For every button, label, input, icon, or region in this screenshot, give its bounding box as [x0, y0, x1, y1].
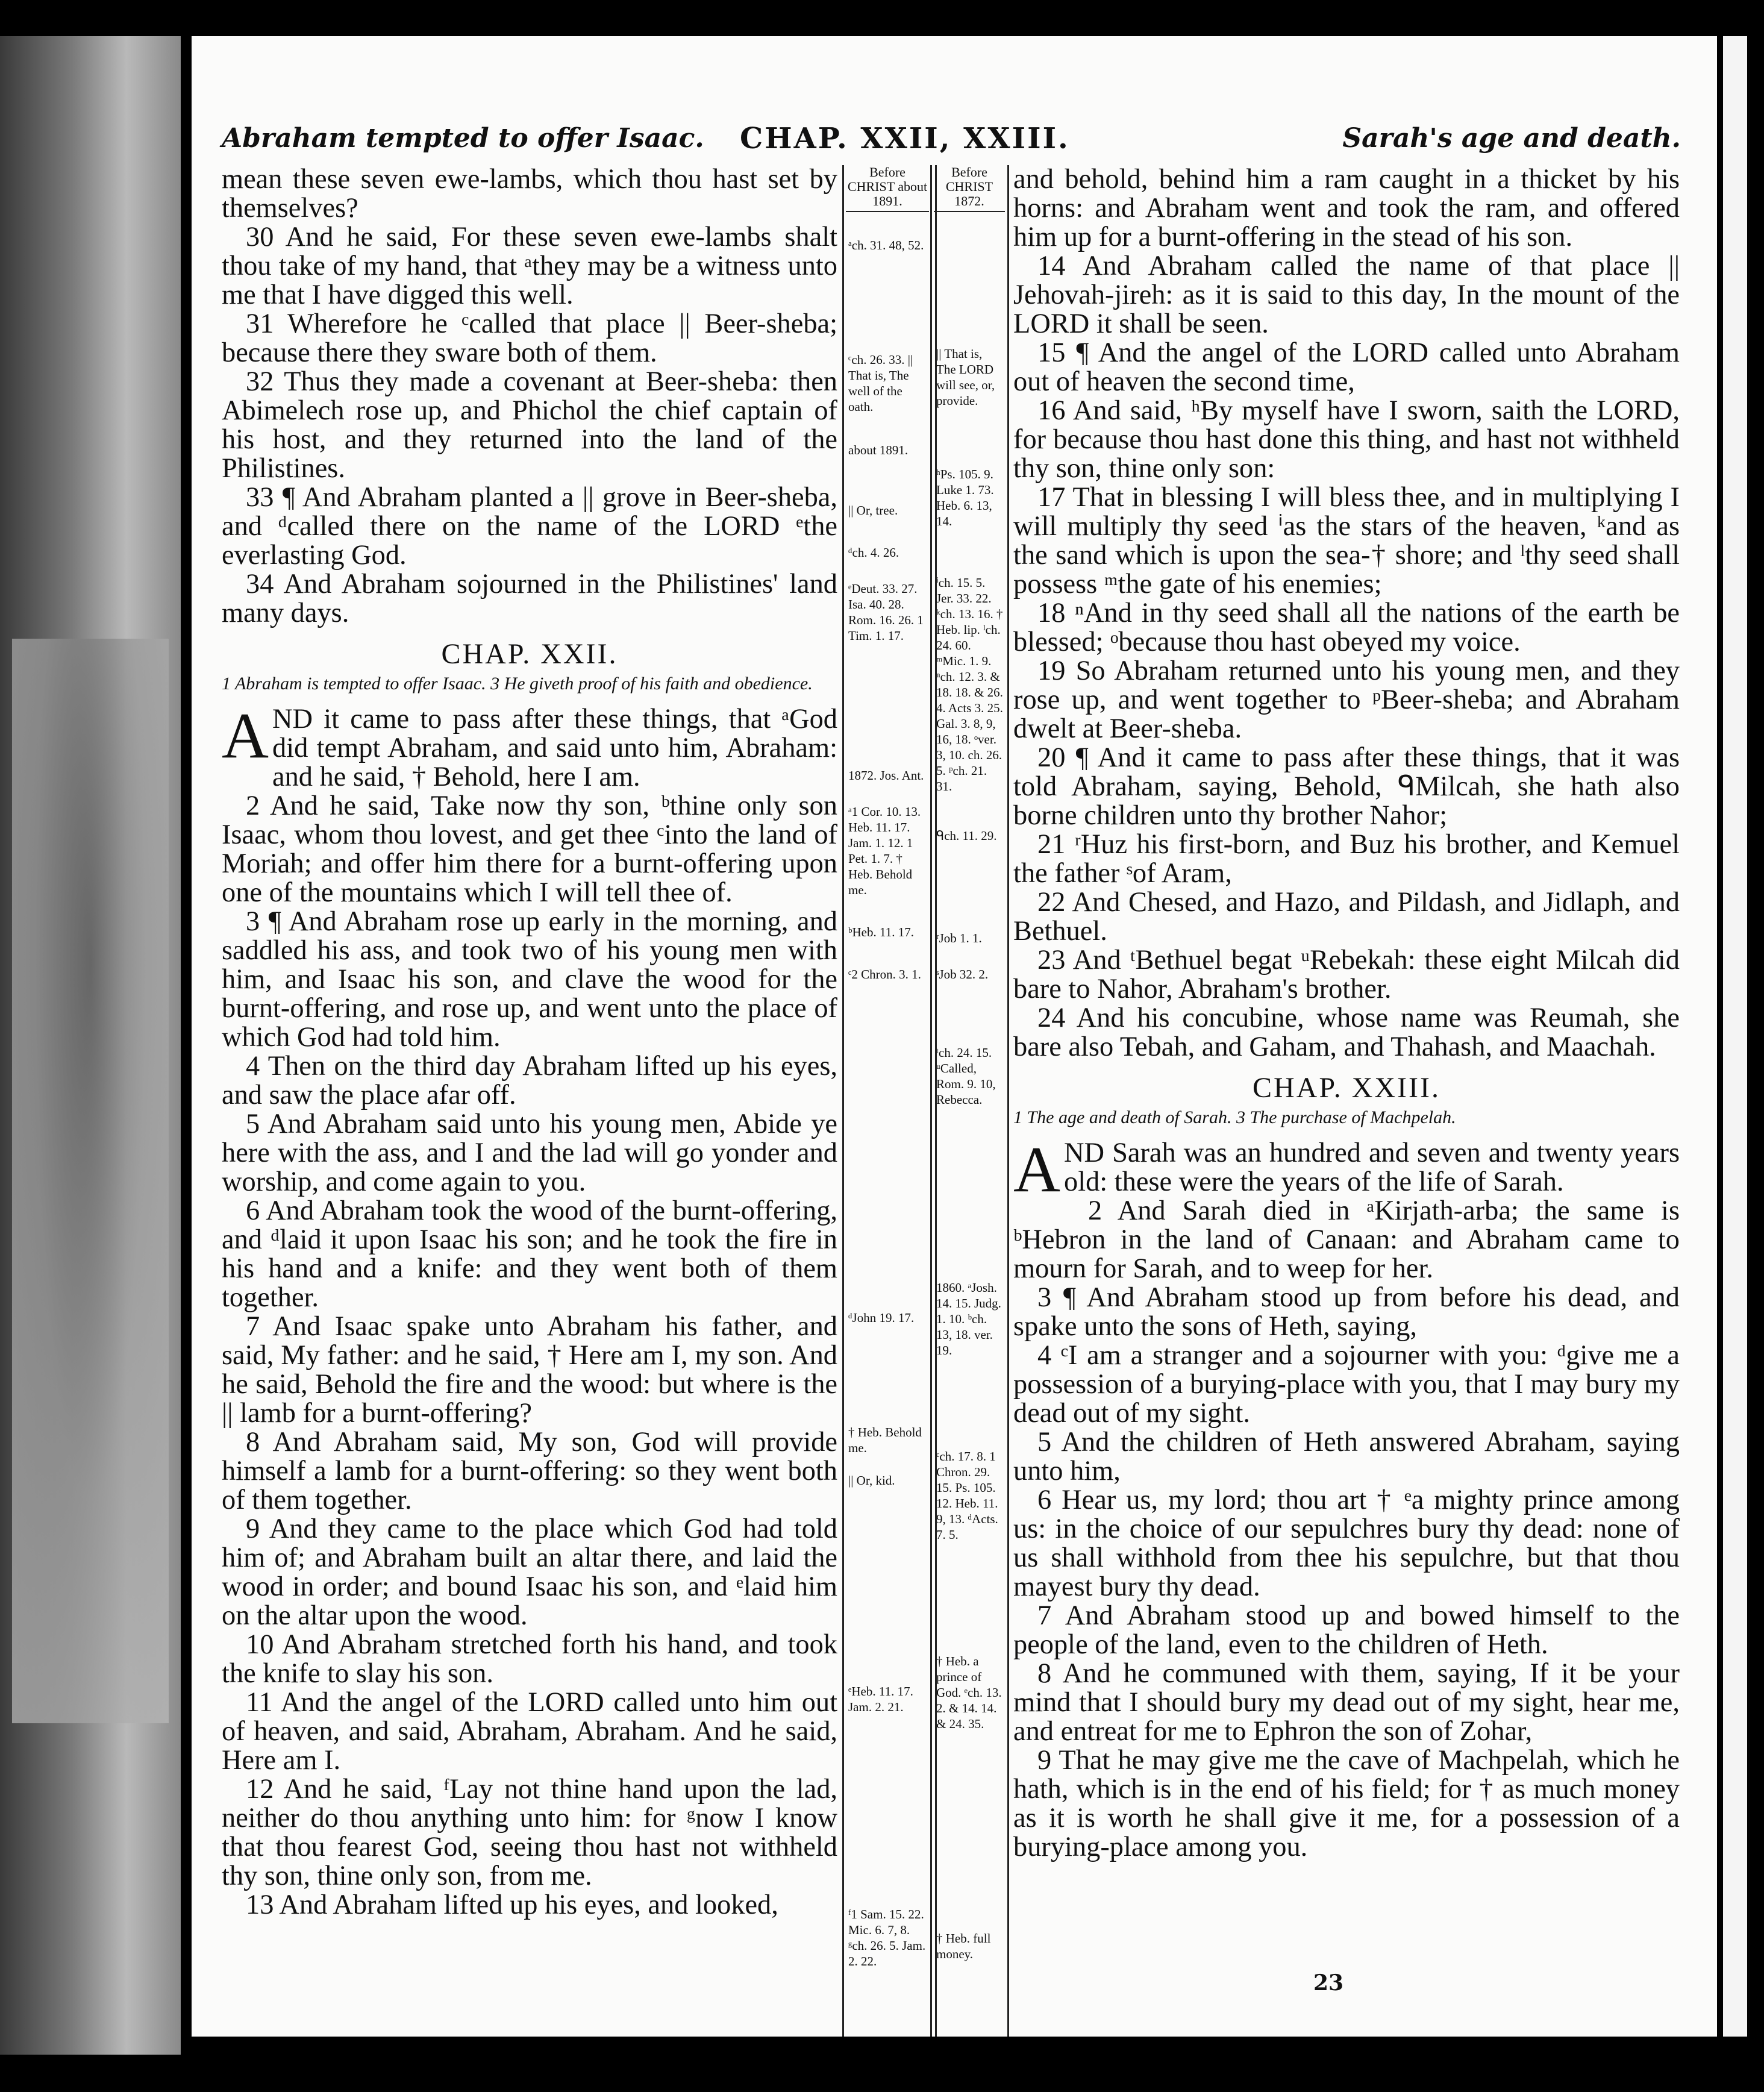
column-rule	[1007, 165, 1009, 2037]
verse: 33 ¶ And Abraham planted a || grove in Beer-sheba, and ᵈcalled there on the name of the LORD ᵉthe everlasting God.	[222, 482, 837, 571]
column-rule	[930, 165, 932, 2037]
margin-note: ᵈch. 4. 26.	[848, 545, 899, 560]
verse: 7 And Isaac spake unto Abraham his father, and said, My father: and he said, † Here am I, my son. And he said, Behold the fire and the wood: but where is the || lamb for a burnt-offering?	[222, 1311, 837, 1429]
margin-note: ᶜ2 Chron. 3. 1.	[848, 967, 921, 982]
margin-note: ᵗch. 24. 15. ᵘCalled, Rom. 9. 10, Rebecca.	[936, 1045, 996, 1107]
margin-note: ᑫch. 11. 29.	[936, 828, 997, 843]
chapter-heading: CHAP. XXIII.	[1253, 1072, 1440, 1104]
page-edge	[1723, 36, 1747, 2037]
margin-note: ᵈJohn 19. 17.	[848, 1311, 915, 1325]
verse: 14 And Abraham called the name of that place || Jehovah-jireh: as it is said to this day, In the mount of the LORD it shall be seen.	[1013, 251, 1680, 339]
verse: 19 So Abraham returned unto his young men, and they rose up, and went together to ᵖBeer-sheba; and Abraham dwelt at Beer-sheba.	[1013, 656, 1680, 744]
chapter-heading: CHAP. XXII.	[441, 638, 618, 670]
verse: 9 That he may give me the cave of Machpelah, which he hath, which is in the end of his field; for † as much money as it is worth he shall give it me, for a possession of a burying-place among you.	[1013, 1745, 1680, 1862]
margin-note: ᵃ1 Cor. 10. 13. Heb. 11. 17. Jam. 1. 12. 1 Pet. 1. 7. † Heb. Behold me.	[848, 804, 921, 897]
verse: 15 ¶ And the angel of the LORD called unto Abraham out of heaven the second time,	[1013, 337, 1680, 397]
running-head-left: Abraham tempted to offer Isaac.	[222, 123, 704, 154]
margin-date-box: Before CHRIST 1872.	[934, 165, 1005, 212]
page-number: 23	[1313, 1970, 1344, 1996]
chapter-summary: 1 The age and death of Sarah. 3 The purchase of Machpelah.	[1013, 1107, 1456, 1127]
margin-note: † Heb. full money.	[936, 1931, 991, 1961]
verse: and behold, behind him a ram caught in a thicket by his horns: and Abraham went and took the ram, and offered him up for a burnt-offering in the stead of his son.	[1013, 164, 1680, 252]
margin-note: about 1891.	[848, 443, 909, 457]
margin-note: ᶜch. 26. 33. || That is, The well of the oath.	[848, 352, 913, 414]
verse: 20 ¶ And it came to pass after these things, that it was told Abraham, saying, Behold, ᑫMilcah, she hath also borne children unto thy brother Nahor;	[1013, 742, 1680, 831]
margin-note: ʳJob 1. 1.	[936, 931, 982, 945]
margin-note: ᵉDeut. 33. 27. Isa. 40. 28. Rom. 16. 26. 1 Tim. 1. 17.	[848, 581, 924, 643]
verse: 21 ʳHuz his first-born, and Buz his brother, and Kemuel the father ˢof Aram,	[1013, 829, 1680, 889]
verse: 7 And Abraham stood up and bowed himself to the people of the land, even to the children of Heth.	[1013, 1600, 1680, 1660]
margin-note: ʰPs. 105. 9. Luke 1. 73. Heb. 6. 13, 14.	[936, 467, 994, 528]
margin-note: ⁱch. 15. 5. Jer. 33. 22. ᵏch. 13. 16. † Heb. lip. ˡch. 24. 60. ᵐMic. 1. 9. ⁿch. 12. 3. & 18. 18. & 26. 4. Acts 3. 25. Gal. 3. 8, 9, 16, 18. ᵒver. 3, 10. ch. 26. 5. ᵖch. 21. 31.	[936, 575, 1003, 794]
verse: 18 ⁿAnd in thy seed shall all the nations of the earth be blessed; ᵒbecause thou hast obeyed my voice.	[1013, 598, 1680, 657]
verse: 31 Wherefore he ᶜcalled that place || Beer-sheba; because there they sware both of them.	[222, 308, 837, 368]
margin-note: || That is, The LORD will see, or, provide.	[936, 346, 995, 408]
verse: 6 And Abraham took the wood of the burnt-offering, and ᵈlaid it upon Isaac his son; and he took the fire in his hand and a knife: and they went both of them together.	[222, 1195, 837, 1313]
margin-note: ˢJob 32. 2.	[936, 967, 989, 982]
running-head-right: Sarah's age and death.	[1342, 123, 1681, 154]
drop-cap: A	[1013, 1134, 1060, 1206]
verse: 8 And Abraham said, My son, God will provide himself a lamb for a burnt-offering: so they went both of them together.	[222, 1427, 837, 1515]
running-head-center: CHAP. XXII, XXIII.	[740, 122, 1070, 155]
adjacent-page-scan	[0, 36, 181, 2055]
margin-note: || Or, kid.	[848, 1473, 895, 1488]
margin-note: 1860. ᵃJosh. 14. 15. Judg. 1. 10. ᵇch. 13, 18. ver. 19.	[936, 1280, 1001, 1358]
verse-first	[1013, 1134, 1680, 1206]
verse: 6 Hear us, my lord; thou art † ᵉa mighty prince among us: in the choice of our sepulchres bury thy dead: none of us shall withhold from thee his sepulchre, but that thou mayest bury thy dead.	[1013, 1485, 1680, 1602]
margin-note: ᵉHeb. 11. 17. Jam. 2. 21.	[848, 1684, 913, 1714]
verse-first-text: ND Sarah was an hundred and seven and twenty years old: these were the years of the life of Sarah.	[1064, 1138, 1680, 1197]
margin-note: 1872. Jos. Ant.	[848, 768, 924, 783]
margin-references-2	[934, 164, 1005, 1961]
verse: 9 And they came to the place which God had told him of; and Abraham built an altar there, and laid the wood in order; and bound Isaac his son, and ᵉlaid him on the altar upon the wood.	[222, 1514, 837, 1631]
verse: 8 And he communed with them, saying, If it be your mind that I should bury my dead out of my sight, hear me, and entreat for me to Ephron the son of Zohar,	[1013, 1658, 1680, 1747]
margin-note: † Heb. a prince of God. ᵉch. 13. 2. & 14. 14. & 24. 35.	[936, 1654, 1002, 1731]
verse: 10 And Abraham stretched forth his hand, and took the knife to slay his son.	[222, 1629, 837, 1689]
verse: 2 And Sarah died in ᵃKirjath-arba; the same is ᵇHebron in the land of Canaan: and Abraham came to mourn for Sarah, and to weep for her.	[1013, 1195, 1680, 1284]
verse: 11 And the angel of the LORD called unto him out of heaven, and said, Abraham, Abraham. And he said, Here am I.	[222, 1687, 837, 1776]
margin-date-box: Before CHRIST about 1891.	[846, 165, 929, 212]
margin-note: ᶜch. 17. 8. 1 Chron. 29. 15. Ps. 105. 12. Heb. 11. 9, 13. ᵈActs. 7. 5.	[936, 1449, 998, 1542]
verse: 4 Then on the third day Abraham lifted up his eyes, and saw the place afar off.	[222, 1051, 837, 1110]
right-text-column	[1013, 165, 1680, 1862]
verse: 3 ¶ And Abraham rose up early in the morning, and saddled his ass, and took two of his young men with him, and Isaac his son, and clave the wood for the burnt-offering, and rose up, and went unto the place of which God had told him.	[222, 906, 837, 1053]
verse: 4 ᶜI am a stranger and a sojourner with you: ᵈgive me a possession of a burying-place with you, that I may bury my dead out of my sight.	[1013, 1340, 1680, 1429]
margin-note: † Heb. Behold me.	[848, 1425, 922, 1455]
verse-first-text: ND it came to pass after these things, that ᵃGod did tempt Abraham, and said unto him, Abraham: and he said, † Behold, here I am.	[272, 704, 837, 792]
verse: 3 ¶ And Abraham stood up from before his dead, and spake unto the sons of Heth, saying,	[1013, 1282, 1680, 1342]
verse: 22 And Chesed, and Hazo, and Pildash, and Jidlaph, and Bethuel.	[1013, 887, 1680, 947]
verse: 12 And he said, ᶠLay not thine hand upon the lad, neither do thou anything unto him: for ᵍnow I know that thou fearest God, seeing thou hast not withheld thy son, thine only son, from me.	[222, 1774, 837, 1891]
left-text-column	[222, 165, 837, 1920]
bible-page	[192, 36, 1717, 2037]
verse: 5 And Abraham said unto his young men, Abide ye here with the ass, and I and the lad will go yonder and worship, and come again to you.	[222, 1109, 837, 1197]
margin-note: ᵃch. 31. 48, 52.	[848, 238, 924, 252]
drop-cap: A	[222, 700, 269, 772]
engraving-fragment	[12, 639, 169, 1723]
verse: 23 And ᵗBethuel begat ᵘRebekah: these eight Milcah did bare to Nahor, Abraham's brother.	[1013, 945, 1680, 1004]
verse: mean these seven ewe-lambs, which thou hast set by themselves?	[222, 164, 837, 224]
margin-note: ᵇHeb. 11. 17.	[848, 925, 914, 939]
verse: 16 And said, ʰBy myself have I sworn, saith the LORD, for because thou hast done this thing, and hast not withheld thy son, thine only son:	[1013, 395, 1680, 484]
margin-note: || Or, tree.	[848, 503, 898, 518]
chapter-summary: 1 Abraham is tempted to offer Isaac. 3 He giveth proof of his faith and obedience.	[222, 674, 813, 694]
column-rule	[842, 165, 844, 2037]
verse: 5 And the children of Heth answered Abraham, saying unto him,	[1013, 1427, 1680, 1486]
verse: 32 Thus they made a covenant at Beer-sheba: then Abimelech rose up, and Phichol the chief captain of his host, and they returned into the land of the Philistines.	[222, 366, 837, 484]
verse: 2 And he said, Take now thy son, ᵇthine only son Isaac, whom thou lovest, and get thee ᶜinto the land of Moriah; and offer him there for a burnt-offering upon one of the mountains which I will tell thee of.	[222, 791, 837, 908]
verse: 30 And he said, For these seven ewe-lambs shalt thou take of my hand, that ᵃthey may be a witness unto me that I have digged this well.	[222, 222, 837, 310]
margin-note: ᶠ1 Sam. 15. 22. Mic. 6. 7, 8. ᵍch. 26. 5. Jam. 2. 22.	[848, 1907, 926, 1968]
verse: 24 And his concubine, whose name was Reumah, she bare also Tebah, and Gaham, and Thahash, and Maachah.	[1013, 1003, 1680, 1062]
verse: 13 And Abraham lifted up his eyes, and looked,	[246, 1890, 778, 1920]
verse: 34 And Abraham sojourned in the Philistines' land many days.	[222, 569, 837, 628]
verse: 17 That in blessing I will bless thee, and in multiplying I will multiply thy seed ⁱas the stars of the heaven, ᵏand as the sand which is upon the sea-† shore; and ˡthy seed shall possess ᵐthe gate of his enemies;	[1013, 482, 1680, 600]
margin-references-1	[846, 164, 929, 1968]
verse-first	[222, 700, 837, 792]
